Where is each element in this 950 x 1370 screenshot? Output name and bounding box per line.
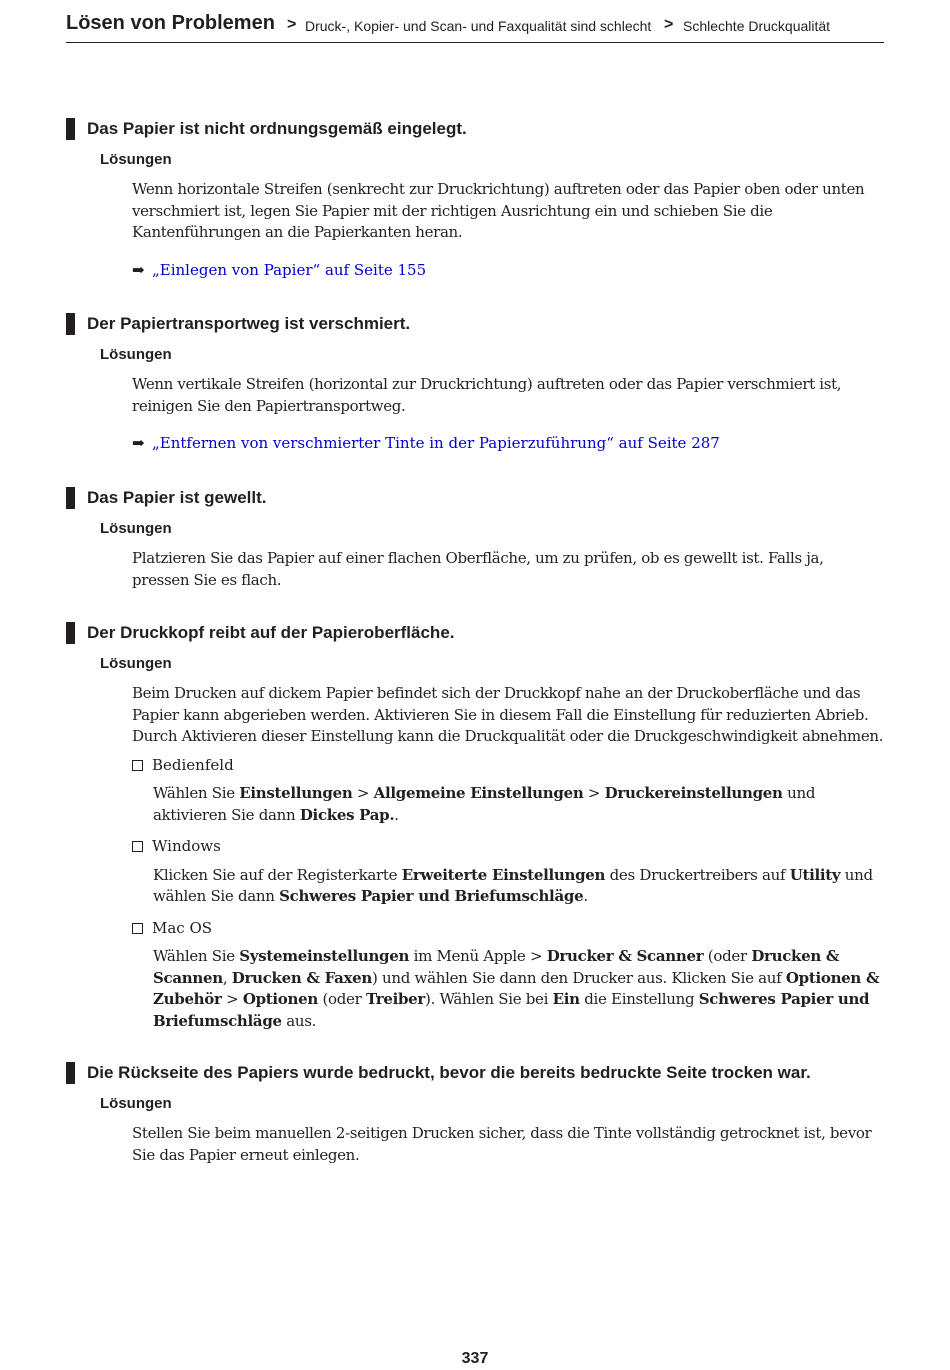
section-marker-icon (66, 622, 75, 644)
checkbox-bullet-icon (132, 760, 143, 771)
section-body: Stellen Sie beim manuellen 2-seitigen Drucken sicher, dass die Tinte vollständig getrocknet ist, bevor Sie das Papier erneut einlegen. (132, 1124, 872, 1164)
section-body: Wenn horizontale Streifen (senkrecht zur Druckrichtung) auftreten oder das Papier oben oder unten verschmiert ist, legen Sie Papier mit der richtigen Ausrichtung ein und schieben Sie die Kantenführungen an die Papierkanten heran. (132, 180, 865, 241)
section-title: Die Rückseite des Papiers wurde bedruckt, bevor die bereits bedruckte Seite trocken war. (66, 1062, 886, 1084)
section-body: Beim Drucken auf dickem Papier befindet sich der Druckkopf nahe an der Druckoberfläche und das Papier kann abgerieben werden. Aktivieren Sie in diesem Fall die Einstellung für reduzierten Abrieb. Durch Aktivieren dieser Einstellung kann die Druckqualität oder die Druckgeschwindigkeit abnehmen. (132, 684, 884, 745)
arrow-right-icon: ➡ (132, 260, 145, 279)
section-title: Der Druckkopf reibt auf der Papieroberfläche. (66, 622, 886, 644)
section-marker-icon (66, 118, 75, 140)
section-title: Das Papier ist gewellt. (66, 487, 886, 509)
breadcrumb-separator: > (664, 16, 674, 33)
section-paper-path (66, 313, 886, 454)
section-marker-icon (66, 1062, 75, 1084)
breadcrumb-separator: > (287, 16, 297, 33)
cross-reference-link[interactable]: ➡ „Einlegen von Papier“ auf Seite 155 (132, 260, 427, 279)
breadcrumb-title[interactable]: Lösen von Problemen (66, 12, 275, 34)
solutions-heading: Lösungen (100, 346, 172, 363)
section-body: Wenn vertikale Streifen (horizontal zur Druckrichtung) auftreten oder das Papier verschmiert ist, reinigen Sie den Papiertransportweg. (132, 375, 842, 415)
option-description: Wählen Sie Einstellungen > Allgemeine Einstellungen > Druckereinstellungen und aktivieren Sie dann Dickes Pap.. (153, 784, 816, 824)
checkbox-bullet-icon (132, 841, 143, 852)
solutions-heading: Lösungen (100, 151, 172, 168)
section-body: Platzieren Sie das Papier auf einer flachen Oberfläche, um zu prüfen, ob es gewellt ist. Falls ja, pressen Sie es flach. (132, 549, 824, 589)
section-title: Das Papier ist nicht ordnungsgemäß eingelegt. (66, 118, 886, 140)
page-header (66, 10, 884, 43)
arrow-right-icon: ➡ (132, 434, 145, 452)
section-title: Der Papiertransportweg ist verschmiert. (66, 313, 886, 335)
solutions-heading: Lösungen (100, 1095, 172, 1112)
breadcrumb-item[interactable]: Druck-, Kopier- und Scan- und Faxqualität sind schlecht (305, 18, 652, 34)
section-print-head-rubbing (66, 622, 886, 1032)
checkbox-bullet-icon (132, 923, 143, 934)
section-marker-icon (66, 313, 75, 335)
option-mac-os: Mac OS (132, 918, 884, 940)
option-description: Wählen Sie Systemeinstellungen im Menü Apple > Drucker & Scanner (oder Drucken & Scannen, Drucken & Faxen) und wählen Sie dann den Drucker aus. Klicken Sie auf Optionen & Zubehör > Optionen (oder Treiber). Wählen Sie bei Ein die Einstellung Schweres Papier und Briefumschläge aus. (153, 947, 880, 1030)
section-back-side-printed (66, 1062, 886, 1166)
option-windows: Windows (132, 836, 884, 858)
section-paper-curled (66, 487, 886, 591)
option-description: Klicken Sie auf der Registerkarte Erweiterte Einstellungen des Druckertreibers auf Utility und wählen Sie dann Schweres Papier und Briefumschläge. (153, 865, 873, 905)
breadcrumb-current: Schlechte Druckqualität (683, 18, 831, 34)
solutions-heading: Lösungen (100, 655, 172, 672)
cross-reference-link[interactable]: ➡ „Entfernen von verschmierter Tinte in der Papierzuführung“ auf Seite 287 (132, 434, 720, 452)
page-number: 337 (461, 1350, 489, 1367)
section-paper-loading (66, 118, 886, 281)
solutions-heading: Lösungen (100, 520, 172, 537)
option-control-panel: Bedienfeld (132, 755, 884, 777)
section-marker-icon (66, 487, 75, 509)
